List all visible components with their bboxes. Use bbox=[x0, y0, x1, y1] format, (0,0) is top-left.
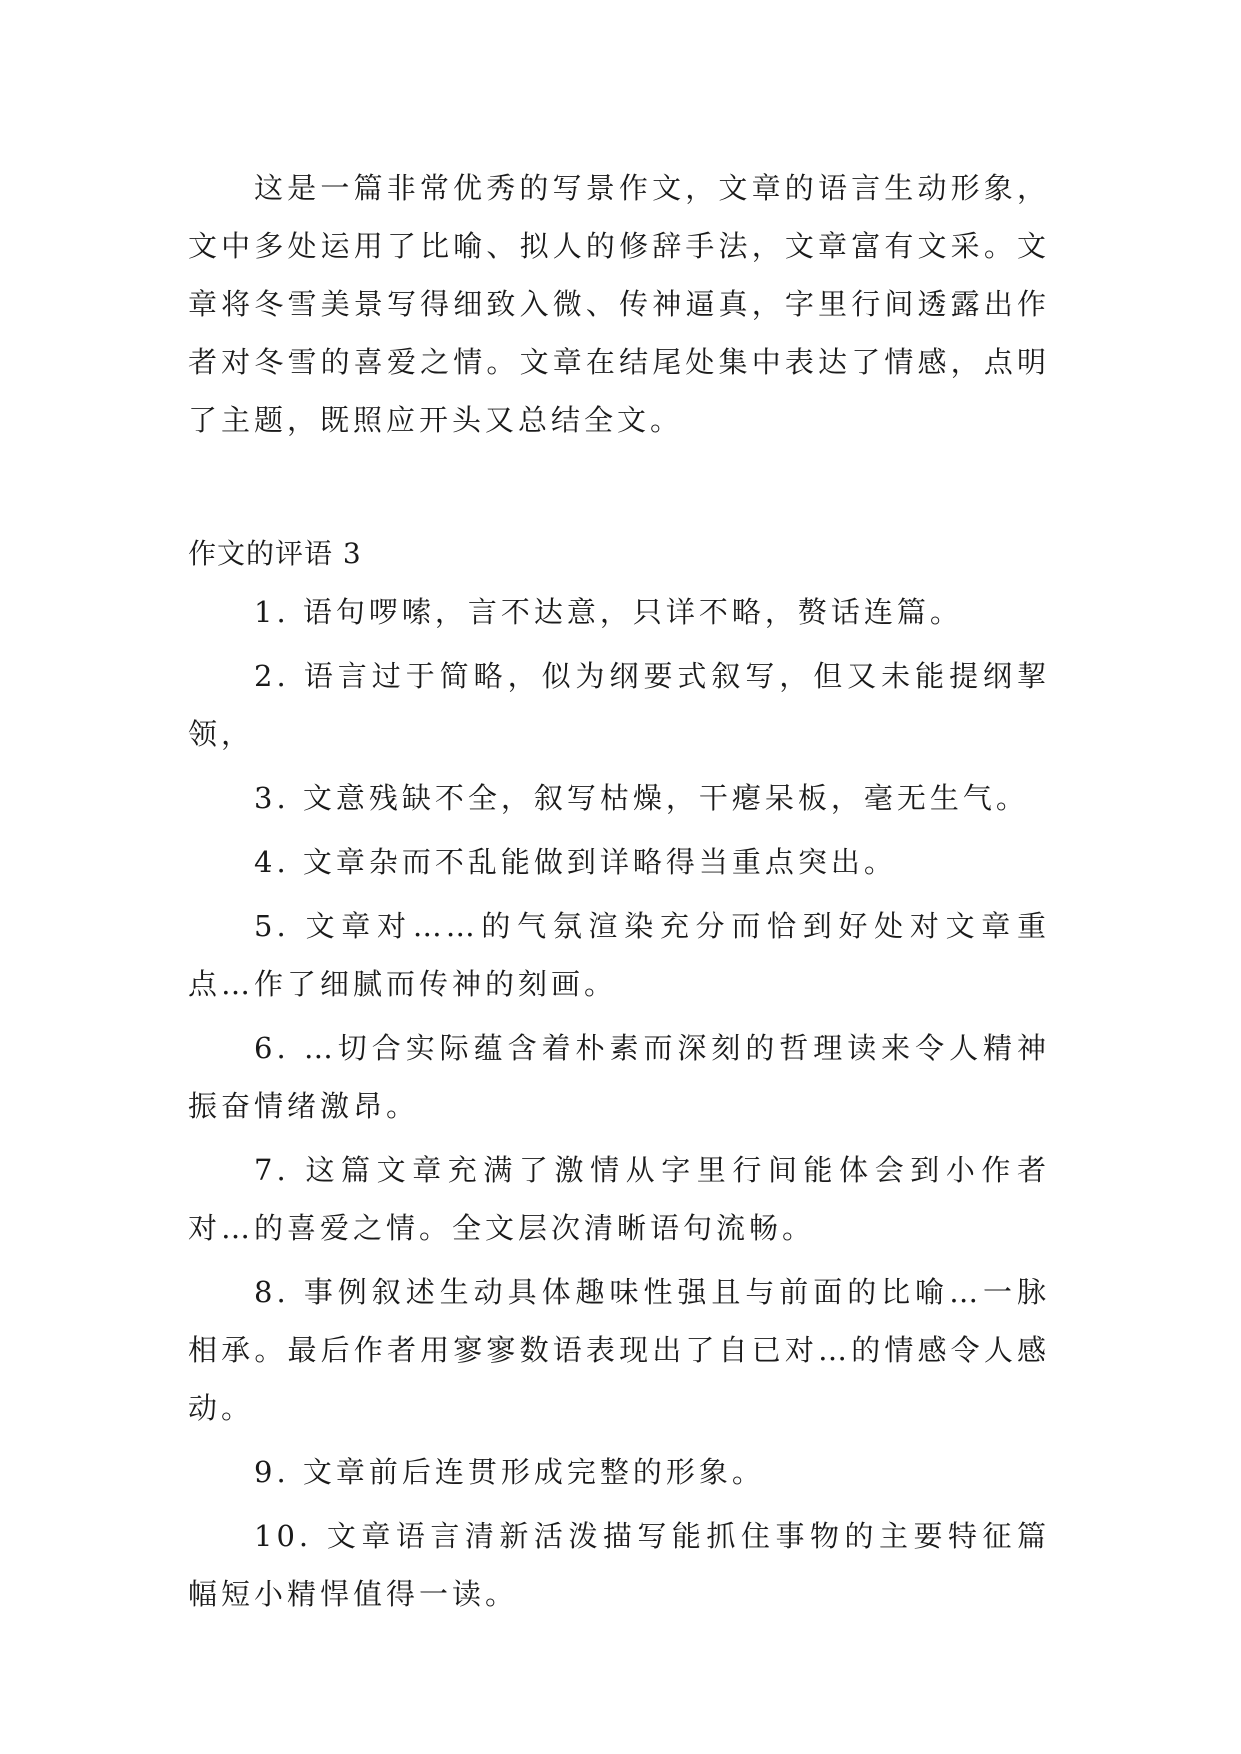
section-title: 作文的评语 3 bbox=[188, 537, 362, 570]
comment-item-4: 4. 文章杂而不乱能做到详略得当重点突出。 bbox=[254, 845, 897, 879]
comment-item-7: 7. 这篇文章充满了激情从字里行间能体会到小作者对…的喜爱之情。全文层次清晰语句流畅。 bbox=[188, 1153, 1050, 1245]
comment-item-10: 10. 文章语言清新活泼描写能抓住事物的主要特征篇幅短小精悍值得一读。 bbox=[188, 1519, 1050, 1611]
comment-item-5: 5. 文章对……的气氛渲染充分而恰到好处对文章重点…作了细腻而传神的刻画。 bbox=[188, 909, 1050, 1001]
comment-item-6: 6. …切合实际蕴含着朴素而深刻的哲理读来令人精神振奋情绪激昂。 bbox=[188, 1031, 1050, 1123]
comment-item-3: 3. 文意残缺不全，叙写枯燥，干瘪呆板，毫无生气。 bbox=[254, 781, 1029, 815]
intro-paragraph: 这是一篇非常优秀的写景作文，文章的语言生动形象，文中多处运用了比喻、拟人的修辞手法，文章富有文采。文章将冬雪美景写得细致入微、传神逼真，字里行间透露出作者对冬雪的喜爱之情。文章在结尾处集中表达了情感，点明了主题，既照应开头又总结全文。 bbox=[188, 171, 1050, 437]
comment-item-1: 1. 语句啰嗦，言不达意，只详不略，赘话连篇。 bbox=[254, 595, 963, 629]
document-page bbox=[188, 159, 1050, 1623]
comment-item-9: 9. 文章前后连贯形成完整的形象。 bbox=[254, 1455, 765, 1489]
comment-item-8: 8. 事例叙述生动具体趣味性强且与前面的比喻…一脉相承。最后作者用寥寥数语表现出了自已对…的情感令人感动。 bbox=[188, 1275, 1050, 1425]
comment-list bbox=[188, 583, 1050, 1623]
comment-item-2: 2. 语言过于简略，似为纲要式叙写，但又未能提纲挈领， bbox=[188, 659, 1050, 751]
